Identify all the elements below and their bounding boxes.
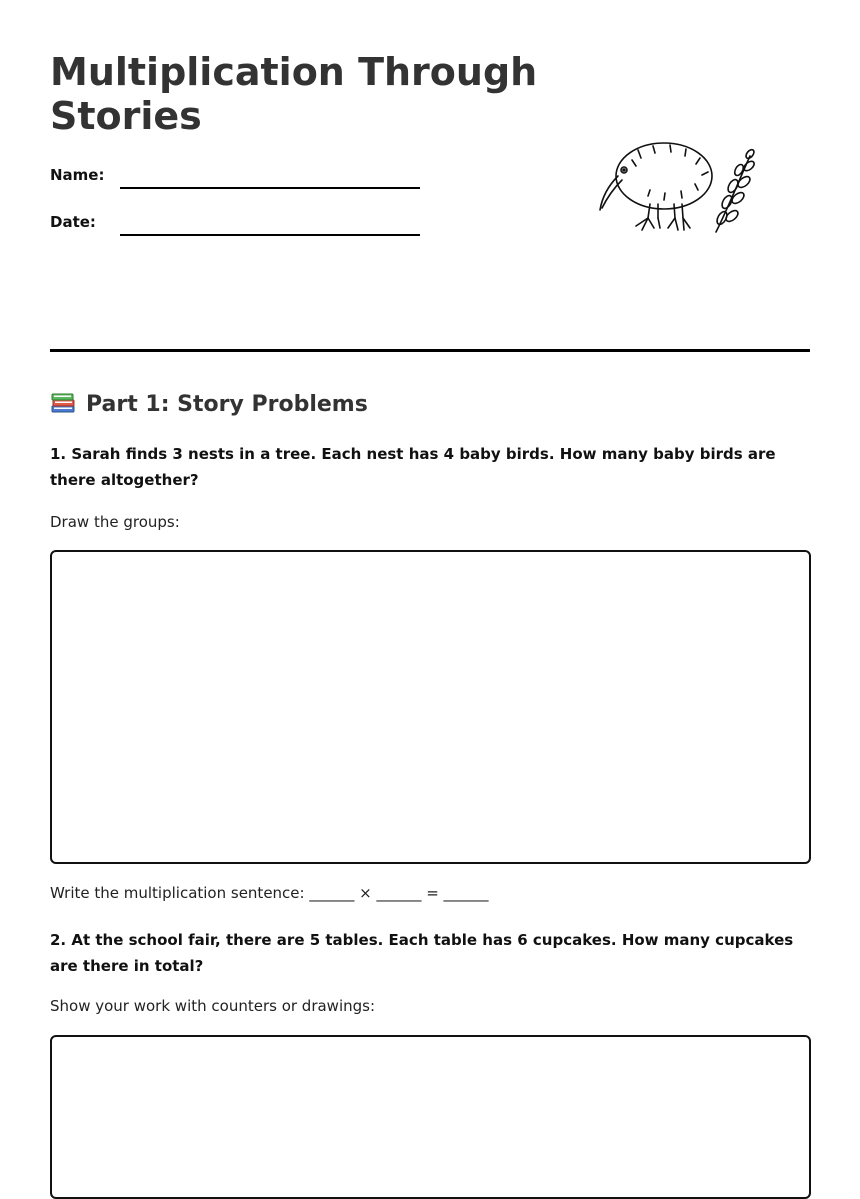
question-1-drawing-area[interactable]	[50, 550, 811, 864]
section-title-text: Part 1: Story Problems	[86, 392, 368, 417]
question-1-text: 1. Sarah finds 3 nests in a tree. Each nest has 4 baby birds. How many baby birds are there altogether?	[50, 445, 776, 489]
worksheet-title: Multiplication Through Stories	[50, 50, 538, 138]
question-2-text: 2. At the school fair, there are 5 tables. Each table has 6 cupcakes. How many cupcakes are there in total?	[50, 931, 794, 975]
name-line[interactable]	[120, 187, 420, 189]
question-1-sentence: Write the multiplication sentence: ______ × ______ = ______	[50, 884, 489, 902]
date-label: Date:	[50, 213, 96, 231]
section-divider	[50, 349, 810, 352]
question-1-prompt: Draw the groups:	[50, 513, 180, 531]
date-line[interactable]	[120, 234, 420, 236]
section-heading	[50, 390, 368, 419]
question-2-prompt: Show your work with counters or drawings:	[50, 997, 376, 1015]
kiwi-bird-icon	[598, 138, 758, 238]
books-icon	[50, 390, 76, 414]
question-2-drawing-area[interactable]	[50, 1035, 811, 1199]
name-label: Name:	[50, 166, 105, 184]
